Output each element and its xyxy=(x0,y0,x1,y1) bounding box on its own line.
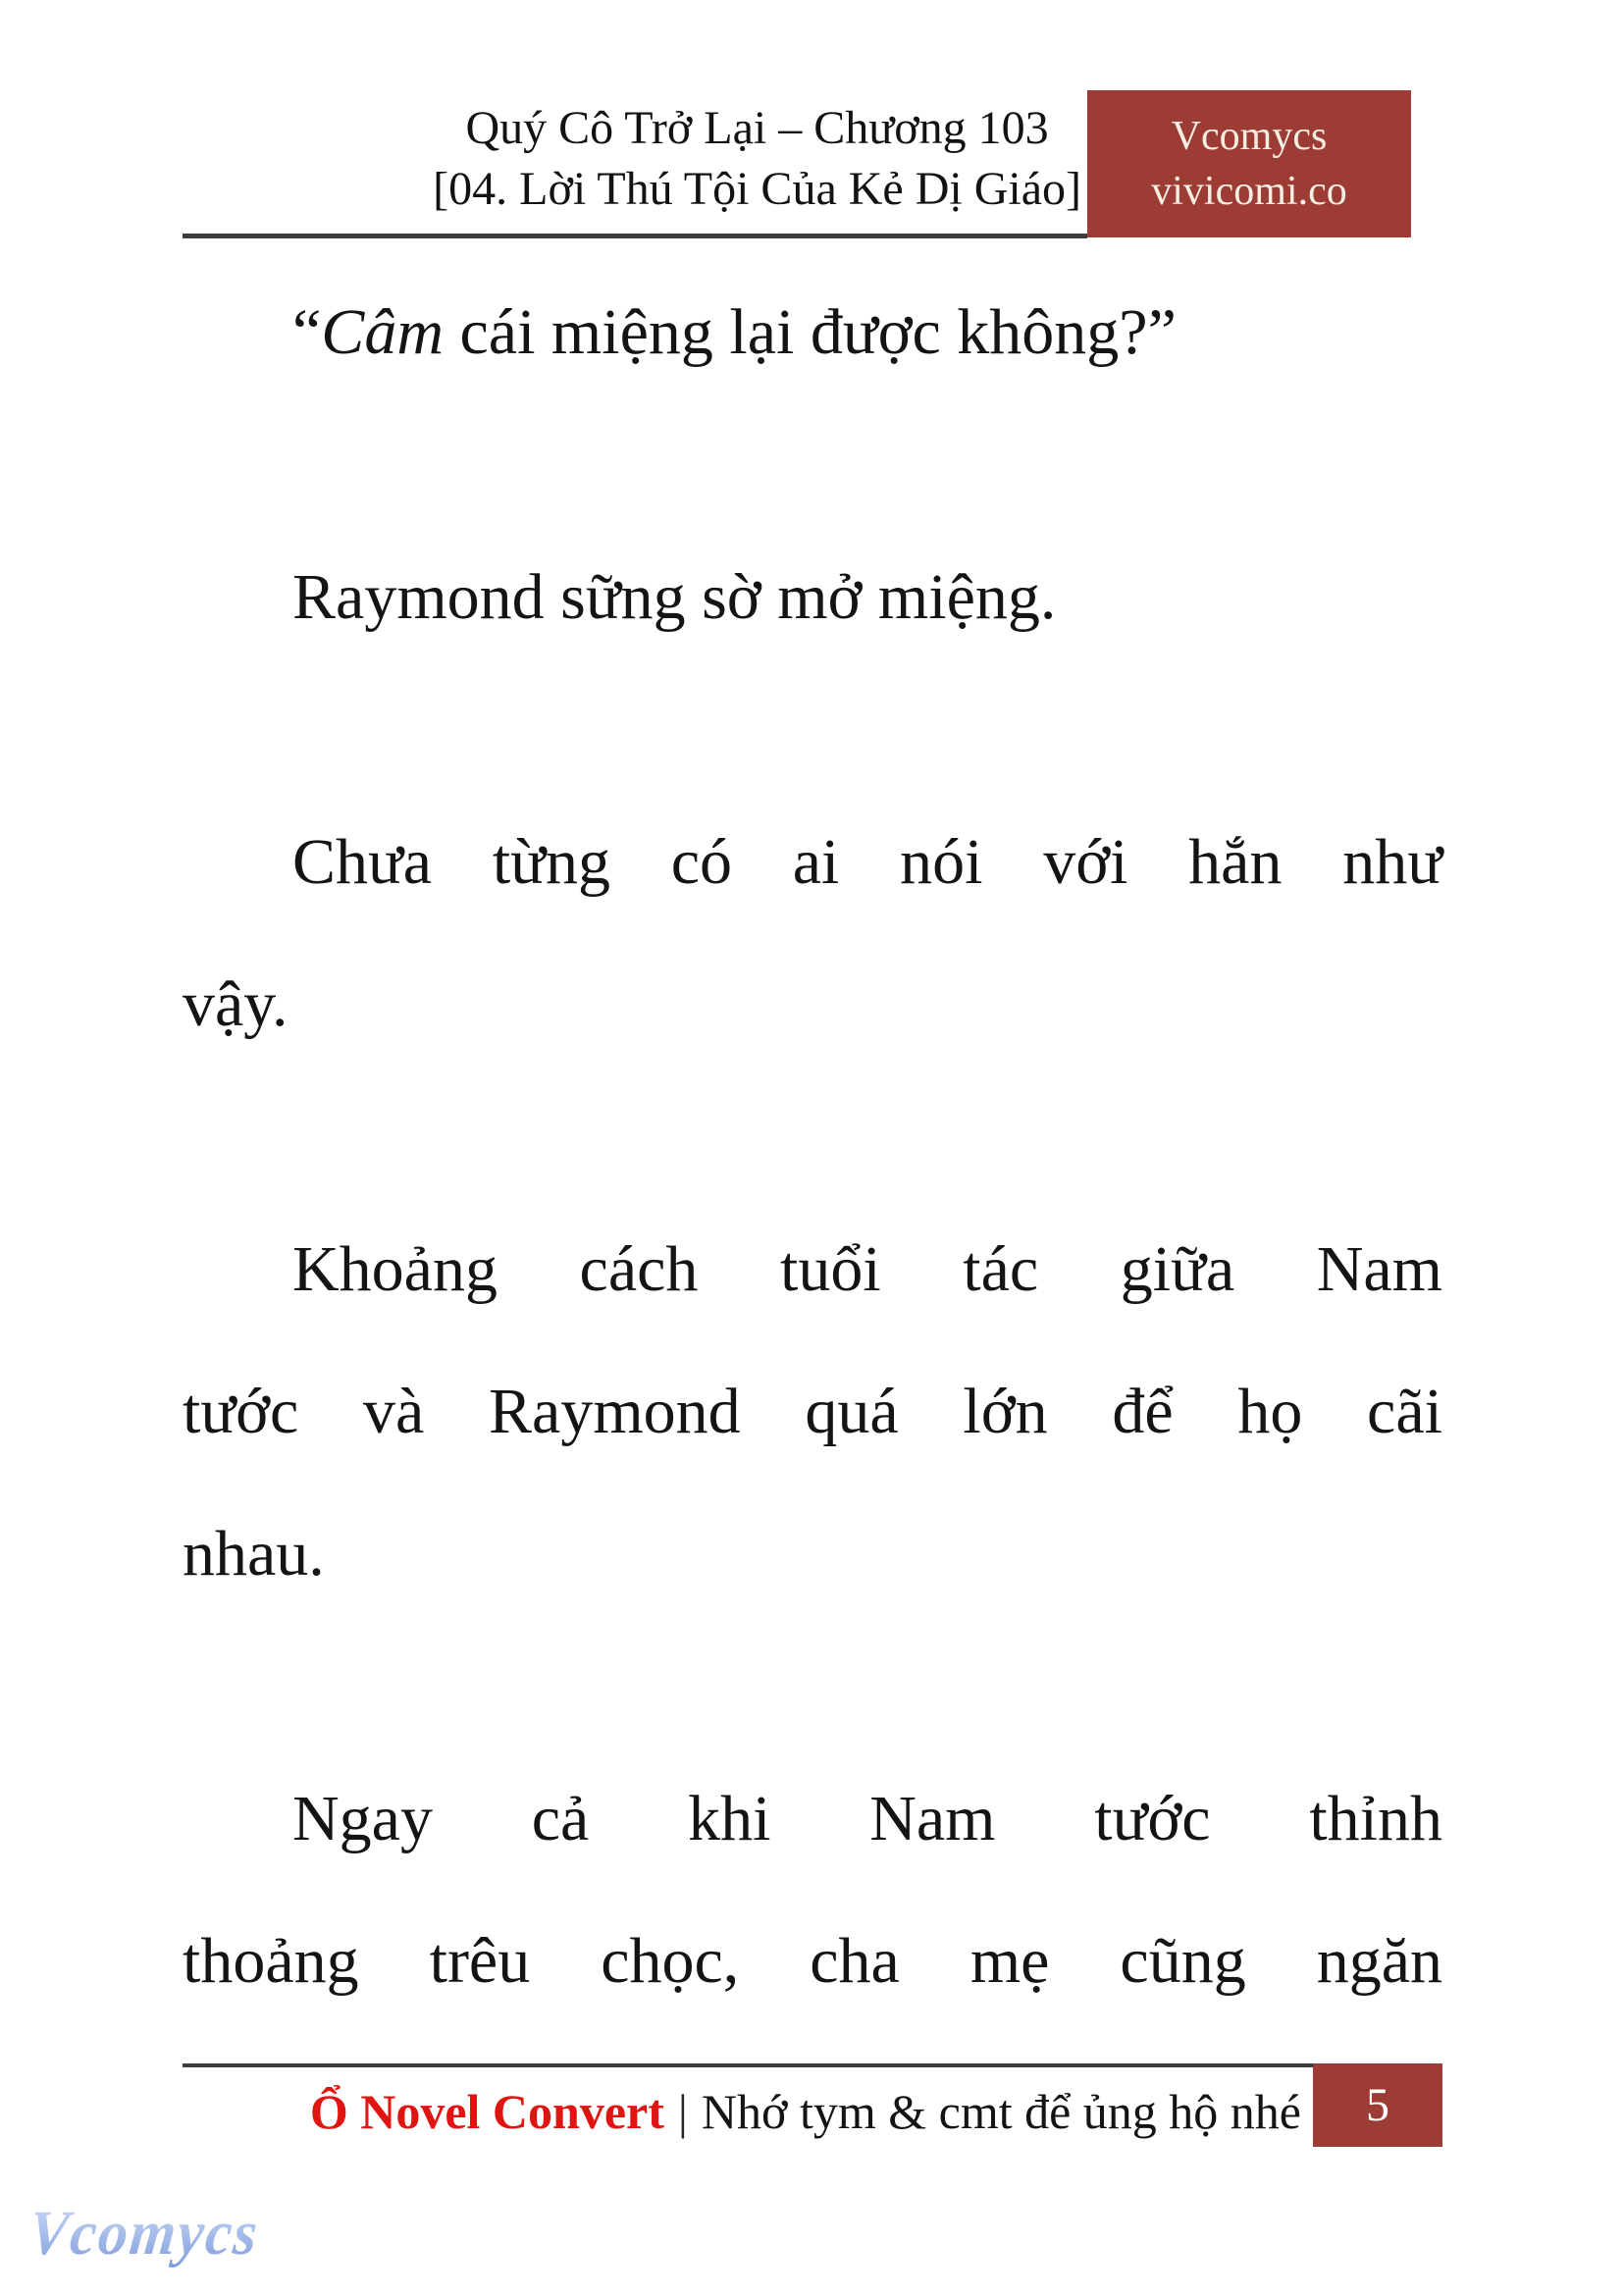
body-text: Ngay cả khi Nam tước thỉnh xyxy=(292,1783,1442,1854)
paragraph xyxy=(183,1198,1442,1625)
body-text: thoảng trêu chọc, cha mẹ cũng ngăn xyxy=(183,1925,1442,1997)
emphasized-text: Câm xyxy=(321,296,444,368)
site-badge-name: Vcomycs xyxy=(1171,114,1328,159)
body-text: Chưa từng có ai nói với hắn như xyxy=(292,826,1442,898)
paragraph xyxy=(183,261,1442,403)
chapter-subtitle: [04. Lời Thú Tội Của Kẻ Dị Giáo] xyxy=(433,163,1081,215)
paragraph xyxy=(183,1747,1442,2032)
chapter-title: Quý Cô Trở Lại – Chương 103 xyxy=(465,102,1049,154)
page-number: 5 xyxy=(1366,2079,1389,2131)
footer-credit-line xyxy=(183,2073,1301,2150)
text-line xyxy=(183,1890,1442,2032)
header-divider xyxy=(183,234,1087,238)
page-number-badge xyxy=(1313,2063,1442,2147)
text-line xyxy=(183,1198,1442,1340)
text-line xyxy=(183,261,1442,403)
footer-note: Nhớ tym & cmt để ủng hộ nhé xyxy=(701,2084,1301,2139)
text-line xyxy=(183,933,1442,1075)
watermark-logo: Vcomycs xyxy=(26,2196,263,2269)
body-text: cái miệng lại được không?” xyxy=(443,296,1177,368)
footer-divider xyxy=(183,2063,1313,2067)
paragraph xyxy=(183,791,1442,1075)
text-line xyxy=(183,1747,1442,1890)
chapter-body xyxy=(183,261,1442,2032)
body-text: Khoảng cách tuổi tác giữa Nam xyxy=(292,1233,1442,1305)
site-badge xyxy=(1087,90,1411,237)
text-line xyxy=(183,1483,1442,1625)
body-text: “ xyxy=(292,296,322,368)
body-text: tước và Raymond quá lớn để họ cãi xyxy=(183,1376,1442,1447)
text-line xyxy=(183,791,1442,933)
body-text: Raymond sững sờ mở miệng. xyxy=(292,561,1057,633)
footer-separator: | xyxy=(677,2084,688,2139)
translator-brand: Ổ Novel Convert xyxy=(309,2084,664,2139)
chapter-header xyxy=(433,98,1081,220)
paragraph xyxy=(183,526,1442,668)
body-text: vậy. xyxy=(183,968,288,1040)
text-line xyxy=(183,526,1442,668)
body-text: nhau. xyxy=(183,1518,325,1590)
text-line xyxy=(183,1340,1442,1483)
site-badge-url: vivicomi.co xyxy=(1151,169,1347,214)
